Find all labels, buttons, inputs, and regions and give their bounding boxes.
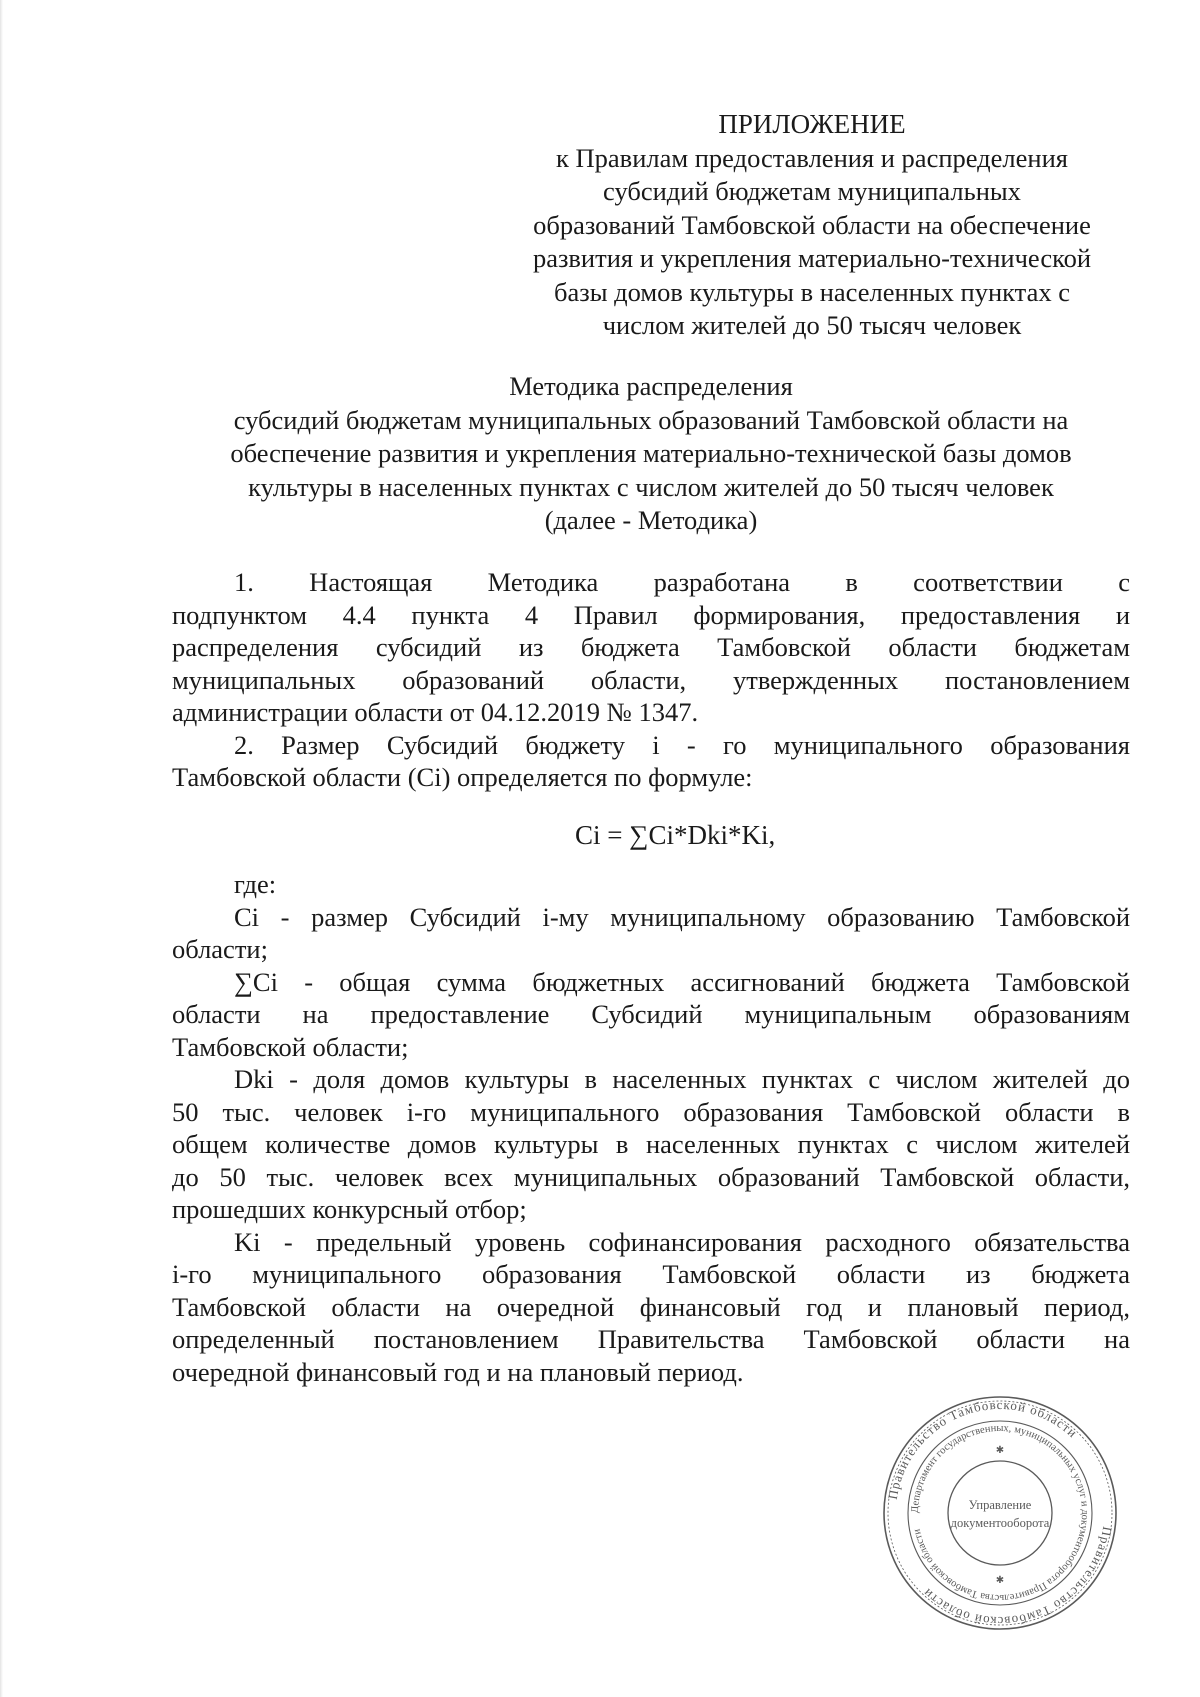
title-line: культуры в населенных пунктах с числом жителей до 50 тысяч человек — [248, 471, 1054, 502]
stamp-outer-text: Правительство Тамбовской области — [884, 1396, 1081, 1501]
formula: Ci = ∑Ci*Dki*Ki, — [575, 820, 776, 850]
stamp-outer-text-repeat: Правительство Тамбовской области — [919, 1525, 1116, 1630]
definition-ci — [172, 901, 1130, 966]
paragraph-line: распределения субсидий из бюджета Тамбовской области бюджетам — [172, 632, 1130, 662]
definition-line: общем количестве домов культуры в населенных пунктах с числом жителей — [172, 1129, 1130, 1159]
star-icon: ✱ — [995, 1575, 1005, 1586]
paragraph-line: муниципальных образований области, утвержденных постановлением — [172, 664, 1130, 695]
definition-line: i-го муниципального образования Тамбовской области из бюджета — [172, 1259, 1130, 1289]
paragraph-2 — [172, 729, 1130, 794]
title-line: субсидий бюджетам муниципальных образований Тамбовской области на — [233, 404, 1069, 435]
definition-line: 50 тыс. человек i-го муниципального образования Тамбовской области в — [172, 1096, 1130, 1127]
appendix-line: развития и укрепления материально-технической — [532, 243, 1092, 273]
paragraph-line: администрации области от 04.12.2019 № 1347. — [172, 697, 699, 727]
definition-sum-ci — [172, 966, 1130, 1064]
definition-line: до 50 тыс. человек всех муниципальных образований Тамбовской области, — [172, 1161, 1130, 1192]
definition-line: Ki - предельный уровень софинансирования расходного обязательства — [234, 1226, 1130, 1257]
stamp-center-line2: документооборота — [950, 1516, 1050, 1530]
stamp-center-line1: Управление — [968, 1498, 1032, 1512]
document-title — [172, 370, 1130, 538]
title-line: (далее - Методика) — [544, 505, 758, 535]
definition-dki — [172, 1063, 1130, 1226]
official-stamp — [880, 1393, 1120, 1633]
definitions — [172, 868, 1130, 1388]
definition-line: области; — [172, 934, 268, 964]
definition-line: прошедших конкурсный отбор; — [172, 1194, 527, 1224]
paragraph-1 — [172, 566, 1130, 729]
definition-line: ∑Ci - общая сумма бюджетных ассигнований бюджета Тамбовской — [234, 966, 1130, 997]
title-line: обеспечение развития и укрепления материально-технической базы домов — [230, 438, 1072, 468]
definition-line: очередной финансовый год и на плановый период. — [172, 1356, 744, 1387]
definition-line: области на предоставление Субсидий муниципальным образованиям — [172, 999, 1130, 1029]
star-icon: ✱ — [995, 1445, 1005, 1456]
title-line: Методика распределения — [509, 371, 793, 401]
body-text — [172, 566, 1130, 794]
appendix-line: базы домов культуры в населенных пунктах с — [554, 276, 1070, 307]
stamp-middle-text: Департамент государственных, муниципальных услуг и документооборота Правительства Тамбовской области — [909, 1422, 1091, 1604]
definition-line: Ci - размер Субсидий i-му муниципальному образованию Тамбовской — [234, 901, 1130, 932]
paragraph-line: 2. Размер Субсидий бюджету i - го муниципального образования — [234, 729, 1130, 760]
definition-ki — [172, 1226, 1130, 1389]
appendix-line: субсидий бюджетам муниципальных — [603, 176, 1021, 206]
definition-line: Тамбовской области на очередной финансовый год и плановый период, — [172, 1291, 1130, 1322]
appendix-block — [522, 108, 1102, 343]
appendix-line: к Правилам предоставления и распределения — [556, 142, 1068, 173]
definition-line: Dki - доля домов культуры в населенных пунктах с числом жителей до — [234, 1064, 1130, 1094]
appendix-line: образований Тамбовской области на обеспечение — [533, 209, 1091, 240]
paragraph-line: подпунктом 4.4 пункта 4 Правил формирования, предоставления и — [172, 599, 1130, 630]
paragraph-line: 1. Настоящая Методика разработана в соответствии с — [234, 567, 1130, 597]
appendix-line: числом жителей до 50 тысяч человек — [602, 310, 1022, 340]
where-label: где: — [234, 869, 277, 899]
definition-line: Тамбовской области; — [172, 1031, 409, 1062]
paragraph-line: Тамбовской области (Ci) определяется по формуле: — [172, 762, 753, 792]
stamp-seal-graphic — [880, 1393, 1120, 1633]
scan-edge — [0, 0, 3, 1697]
definition-line: определенный постановлением Правительства Тамбовской области на — [172, 1324, 1130, 1354]
appendix-heading: ПРИЛОЖЕНИЕ — [718, 109, 906, 139]
